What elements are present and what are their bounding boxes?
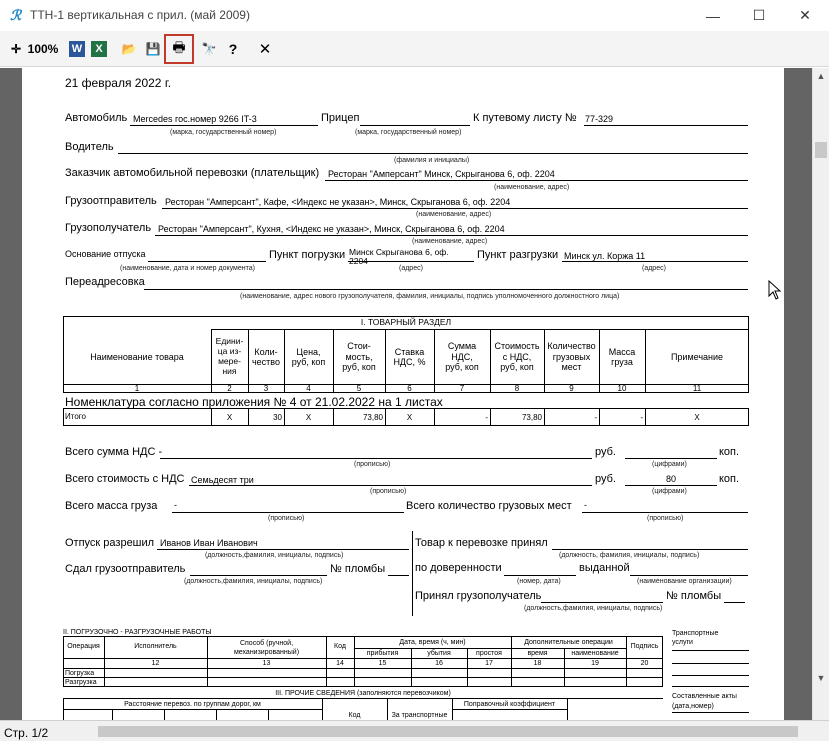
col-num-5: 5 <box>356 384 362 393</box>
cost-kop: коп. <box>719 473 740 485</box>
proxy-caption: (номер, дата) <box>517 578 561 585</box>
col-num-3: 3 <box>263 384 269 393</box>
s2-sub-name: наименование <box>571 650 619 657</box>
driver-label: Водитель <box>65 141 114 153</box>
driver-caption: (фамилия и инициалы) <box>394 157 470 164</box>
s2-sub-arrival: прибытия <box>366 650 399 657</box>
horizontal-scroll-thumb[interactable] <box>98 726 798 737</box>
trailer-caption: (марка, государственный номер) <box>355 129 462 136</box>
vertical-scrollbar[interactable] <box>812 68 829 720</box>
s2-col-executor: Исполнитель <box>134 643 177 650</box>
cost-total-label: Всего стоимость с НДС <box>65 473 185 485</box>
consignee-value: Ресторан "Амперсант", Кухня, <Индекс не указан>, Минск, Скрыганова 6, оф. 2204 <box>158 224 505 234</box>
acts-label: Составленные акты (дата,номер) <box>672 693 737 710</box>
cost-digits-caption: (цифрами) <box>652 488 687 495</box>
s2-num-18: 18 <box>533 660 542 667</box>
section3-title: III. ПРОЧИЕ СВЕДЕНИЯ (заполняются перевозчиком) <box>275 690 451 697</box>
vertical-scroll-thumb[interactable] <box>815 142 827 158</box>
col-num-7: 7 <box>459 384 465 393</box>
minimize-button[interactable]: — <box>706 7 720 24</box>
col-num-1: 1 <box>134 384 140 393</box>
customer-caption: (наименование, адрес) <box>494 184 570 191</box>
received-label: Принял грузополучатель <box>415 590 542 602</box>
s2-num-13: 13 <box>262 660 271 667</box>
cost-kop-value: 80 <box>666 474 677 484</box>
customer-label: Заказчик автомобильной перевозки (плательщик) <box>65 167 320 179</box>
s2-sub-idle: простоя <box>476 650 502 657</box>
close-window-button[interactable]: ✕ <box>799 7 811 23</box>
word-icon: W <box>69 41 85 57</box>
basis-label: Основание отпуска <box>65 249 146 259</box>
waybill-label: К путевому листу № <box>473 112 577 124</box>
trailer-label: Прицеп <box>321 112 360 124</box>
loading-caption: (адрес) <box>399 265 423 272</box>
accepted-caption: (должность, фамилия, инициалы, подпись) <box>559 552 700 559</box>
section1-title: I. ТОВАРНЫЙ РАЗДЕЛ <box>360 317 452 328</box>
maximize-button[interactable]: ☐ <box>752 7 766 23</box>
handed-label: Сдал грузоотправитель <box>65 563 186 575</box>
s2-sub-time: время <box>527 650 548 657</box>
scroll-up-arrow[interactable]: ▲ <box>816 71 826 81</box>
page-indicator: Стр. 1/2 <box>4 726 49 740</box>
col-head-3: Коли- чество <box>251 346 280 367</box>
proxy-label: по доверенности <box>415 562 502 574</box>
col-head-10: Масса груза <box>608 346 636 367</box>
s2-col-method: Способ (ручной, механизированный) <box>233 640 300 657</box>
find-icon[interactable]: 🔭 <box>201 42 217 56</box>
vat-digits-caption: (цифрами) <box>652 461 687 468</box>
close-preview-icon[interactable]: ✕ <box>258 41 272 58</box>
total-price: X <box>305 413 312 422</box>
export-word-button[interactable] <box>68 39 86 59</box>
vat-total-label: Всего сумма НДС - <box>65 446 163 458</box>
scroll-down-arrow[interactable]: ▼ <box>816 673 826 683</box>
nomenclature-note: Номенклатура согласно приложения № 4 от 21.02.2022 на 1 листах <box>65 395 443 409</box>
total-mass: - <box>640 413 643 422</box>
excel-icon: X <box>91 41 107 57</box>
export-excel-button[interactable] <box>90 39 108 59</box>
customer-value: Ресторан "Амперсант" Минск, Скрыганова 6, оф. 2204 <box>328 169 555 179</box>
col-head-4: Цена, руб, коп <box>291 346 326 367</box>
fit-page-icon[interactable]: ✛ <box>10 42 22 56</box>
accepted-label: Товар к перевозке принял <box>415 537 548 549</box>
s2-num-16: 16 <box>435 660 443 667</box>
loading-value-1: Минск Скрыганова 6, оф. <box>349 247 449 257</box>
open-folder-icon[interactable]: 📂 <box>121 42 137 56</box>
s2-col-extra-ops: Дополнительные операции <box>524 639 613 646</box>
section2-title: II. ПОГРУЗОЧНО - РАЗГРУЗОЧНЫЕ РАБОТЫ <box>63 629 212 636</box>
mass-caption: (прописью) <box>268 515 305 522</box>
save-icon[interactable]: 💾 <box>145 42 161 56</box>
mass-label: Всего масса груза <box>65 500 158 512</box>
status-bar <box>0 720 829 741</box>
title-bar <box>0 0 829 31</box>
vat-kop: коп. <box>719 446 740 458</box>
col-head-1: Наименование товара <box>90 351 184 362</box>
readdress-label: Переадресовка <box>65 276 145 288</box>
cost-rub: руб. <box>595 473 616 485</box>
release-caption: (должность,фамилия, инициалы, подпись) <box>205 552 344 559</box>
s3-coefficient: Поправочный коэффициент <box>463 701 556 708</box>
loading-label: Пункт погрузки <box>269 249 346 261</box>
s2-col-datetime: Дата, время (ч, мин) <box>399 639 466 646</box>
received-caption: (должность,фамилия, инициалы, подпись) <box>524 605 663 612</box>
unloading-caption: (адрес) <box>642 265 666 272</box>
horizontal-scrollbar[interactable] <box>80 723 829 740</box>
basis-caption: (наименование, дата и номер документа) <box>120 265 255 272</box>
col-num-4: 4 <box>306 384 311 393</box>
total-vat-rate: X <box>406 413 413 422</box>
toolbar <box>0 31 829 67</box>
total-cost-vat: 73,80 <box>521 413 542 422</box>
vat-words-caption: (прописью) <box>354 461 391 468</box>
consignee-caption: (наименование, адрес) <box>412 238 488 245</box>
car-value: Mercedes гос.номер 9266 IT-3 <box>133 114 257 124</box>
print-button[interactable] <box>164 34 194 64</box>
col-head-2: Едини- ца из- мере- ния <box>215 336 244 376</box>
total-places: - <box>594 413 597 422</box>
zoom-level[interactable]: 100% <box>27 42 59 56</box>
transport-services-label: Транспортные услуги <box>672 630 719 647</box>
s3-distance: Расстояние перевоз. по группам дорог, км <box>124 701 261 708</box>
window-title: ТТН-1 вертикальная с прил. (май 2009) <box>30 8 250 22</box>
s2-row-unloading: Разгрузка <box>65 679 97 686</box>
unloading-value: Минск ул. Коржа 11 <box>564 251 646 261</box>
s2-num-19: 19 <box>591 660 599 667</box>
s2-row-loading: Погрузка <box>65 670 95 677</box>
seal-label-1: № пломбы <box>330 563 386 575</box>
printer-icon: 🖶 <box>172 39 186 55</box>
handed-caption: (должность,фамилия, инициалы, подпись) <box>184 578 323 585</box>
release-value: Иванов Иван Иванович <box>160 538 258 548</box>
col-head-11: Примечание <box>670 351 724 362</box>
col-num-10: 10 <box>617 384 627 393</box>
total-label: Итого <box>65 412 86 421</box>
s3-code: Код <box>348 712 361 719</box>
waybill-value: 77-329 <box>585 114 614 124</box>
col-head-6: Ставка НДС, % <box>393 346 426 367</box>
places-value: - <box>584 500 587 510</box>
s2-num-14: 14 <box>336 660 344 667</box>
col-head-7: Сумма НДС, руб, коп <box>445 341 479 373</box>
col-head-8: Стоимость с НДС, руб, коп <box>494 341 540 373</box>
document-date: 21 февраля 2022 г. <box>65 76 172 90</box>
total-vat-sum: - <box>485 413 488 422</box>
mass-value: - <box>174 500 177 510</box>
s2-num-12: 12 <box>151 660 160 667</box>
shipper-caption: (наименование, адрес) <box>416 211 492 218</box>
col-num-9: 9 <box>569 384 574 393</box>
s3-for-transport: За транспортные <box>391 712 448 719</box>
shipper-value: Ресторан "Амперсант", Кафе, <Индекс не указан>, Минск, Скрыганова 6, оф. 2204 <box>165 197 511 207</box>
context-help-icon[interactable]: ? <box>228 41 238 57</box>
col-head-9: Количество грузовых мест <box>547 341 596 373</box>
issued-label: выданной <box>579 562 630 574</box>
s2-col-operation: Операция <box>67 643 100 650</box>
s2-col-signature: Подпись <box>630 643 659 650</box>
release-label: Отпуск разрешил <box>65 537 155 549</box>
total-cost: 73,80 <box>362 413 383 422</box>
cost-total-words: Семьдесят три <box>191 475 254 485</box>
col-num-2: 2 <box>227 384 232 393</box>
total-note: X <box>694 413 700 422</box>
consignee-label: Грузополучатель <box>65 222 152 234</box>
s2-col-code: Код <box>334 643 346 650</box>
s2-num-17: 17 <box>485 660 493 667</box>
total-qty: 30 <box>273 413 282 422</box>
readdress-caption: (наименование, адрес нового грузополучателя, фамилия, инициалы, подпись уполномоченного должностного лица) <box>240 293 620 300</box>
s2-num-20: 20 <box>640 660 649 667</box>
unloading-label: Пункт разгрузки <box>477 249 559 261</box>
document-page <box>22 68 784 720</box>
s2-sub-departure: убытия <box>427 650 451 657</box>
s2-num-15: 15 <box>378 660 387 667</box>
seal-label-2: № пломбы <box>666 590 722 602</box>
shipper-label: Грузоотправитель <box>65 195 157 207</box>
car-label: Автомобиль <box>65 112 128 124</box>
col-num-11: 11 <box>692 384 702 393</box>
org-caption: (наименование организации) <box>637 578 732 585</box>
places-label: Всего количество грузовых мест <box>406 500 572 512</box>
total-unit: X <box>226 413 233 422</box>
col-num-6: 6 <box>407 384 412 393</box>
cost-words-caption: (прописью) <box>370 488 407 495</box>
mouse-cursor <box>768 280 782 305</box>
col-num-8: 8 <box>514 384 520 393</box>
car-caption: (марка, государственный номер) <box>170 129 277 136</box>
app-icon: ℛ <box>10 7 22 23</box>
places-caption: (прописью) <box>647 515 684 522</box>
col-head-5: Стои- мость, руб, коп <box>342 341 376 373</box>
preview-area[interactable] <box>0 68 812 720</box>
loading-value-2: 2204 <box>349 256 368 266</box>
vat-rub: руб. <box>595 446 616 458</box>
